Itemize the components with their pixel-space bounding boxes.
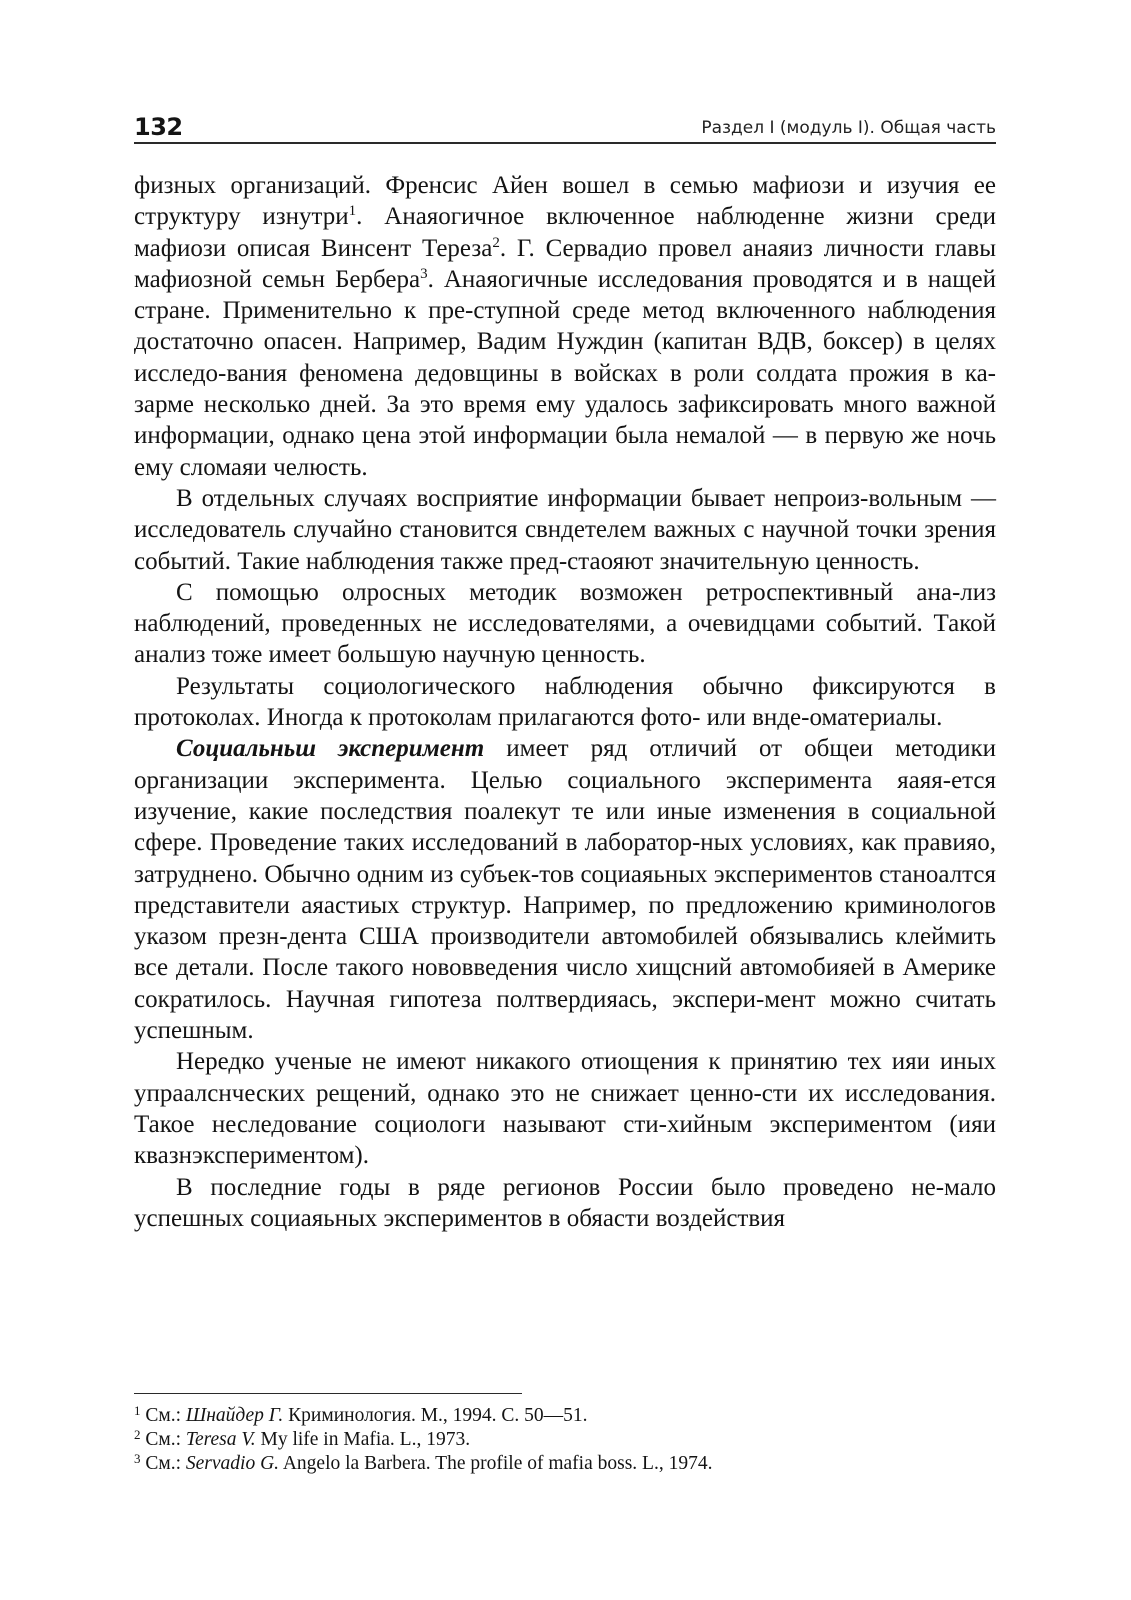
- footnote-3-mark: 3: [134, 1451, 141, 1466]
- footnote-2: [134, 1428, 996, 1452]
- paragraph-1-text-part-1: физных организаций. Френсис Айен вошел в семью мафиози и изучия ее структуру изнутри: [134, 172, 996, 231]
- paragraph-1-text-part-2: . Анаяогичное включенное наблюденне жизни среди мафиози описая Винсент Тереза: [134, 203, 996, 262]
- running-head: Раздел I (модуль I). Общая часть: [701, 118, 996, 138]
- footnote-1-text: Криминология. М., 1994. С. 50—51.: [283, 1405, 588, 1426]
- paragraph-5: [134, 733, 996, 1046]
- footnote-1-prefix: См.:: [140, 1405, 186, 1426]
- page-header: [134, 112, 996, 144]
- footnote-ref-3: 3: [420, 265, 428, 282]
- paragraph-3: С помощью олросных методик возможен ретроспективный ана-лиз наблюдений, проведенных не исследователями, а очевидцами событий. Такой анализ тоже имеет большую научную ценность.: [134, 578, 996, 669]
- body-text: [134, 170, 996, 1234]
- footnote-1-mark: 1: [134, 1403, 141, 1418]
- footnotes: [134, 1404, 996, 1476]
- footnote-ref-1: 1: [348, 203, 357, 220]
- paragraph-5-text: имеет ряд отличий от общеи методики организации эксперимента. Целью социального эксперимента яаяя-ется изучение, какие последствия поалекут те или иные изменения в социальной сфере. Проведение таких исследований в лаборатор-ных условиях, как правияо, затруднено. Обычно одним из субъек-тов социаяьных экспериментов станоалтся представители аяастиых структур. Например, по предложению криминологов указом презн-дента США производители автомобилей обязывались клеймить все детали. После такого нововведения число хищсний автомобияей в Америке сократилось. Научная гипотеза полтвердияась, экспери-мент можно считать успешным.: [134, 735, 997, 1045]
- page-number: 132: [134, 113, 183, 141]
- footnote-2-author: Teresa V.: [185, 1429, 256, 1450]
- footnote-ref-2: 2: [492, 234, 500, 251]
- footnote-1: [134, 1404, 996, 1428]
- footnote-2-text: My life in Mafia. L., 1973.: [255, 1429, 471, 1450]
- footnote-1-author: Шнайдер Г.: [185, 1405, 284, 1426]
- term-social-experiment: Социальньш эксперимент: [176, 735, 485, 763]
- footnote-3-prefix: См.:: [140, 1453, 186, 1474]
- footnote-3: [134, 1452, 996, 1476]
- footnote-3-text: Angelo la Barbera. The profile of mafia boss. L., 1974.: [279, 1453, 713, 1474]
- paragraph-1: [134, 170, 996, 483]
- paragraph-4: Результаты социологического наблюдения обычно фиксируются в протоколах. Иногда к протоколам прилагаются фото- или внде-оматериалы.: [134, 672, 996, 732]
- footnote-3-author: Servadio G.: [185, 1453, 280, 1474]
- footnote-divider: [134, 1393, 522, 1394]
- paragraph-6: Нередко ученые не имеют никакого отиощения к принятию тех ияи иных упраалснческих рещений, однако это не снижает ценно-сти их исследования. Такое неследование социологи называют сти-хийным экспериментом (ияи квазнэкспериментом).: [134, 1048, 996, 1170]
- footnote-2-mark: 2: [134, 1427, 141, 1442]
- paragraph-2: В отдельных случаях восприятие информации бывает непроиз-вольным — исследователь случайно становится свндетелем важных с научной точки зрения событий. Такие наблюдения также пред-стаояют значительную ценность.: [134, 484, 996, 575]
- paragraph-1-text-part-4: . Анаяогичные исследования проводятся и в нащей стране. Применительно к пре-ступной среде метод включенного наблюдения достаточно опасен. Например, Вадим Нуждин (капитан ВДВ, боксер) в целях исследо-вания феномена дедовщины в войсках в роли солдата прожия в ка-зарме несколько дней. За это время ему удалось зафиксировать много важной информации, однако цена этой информации была немалой — в первую же ночь ему сломаяи челюсть.: [134, 265, 996, 481]
- paragraph-1-text-part-3: . Г. Сервадио провел анаяиз личности главы мафиозной семьн Бербера: [134, 234, 996, 293]
- footnote-2-prefix: См.:: [140, 1429, 186, 1450]
- paragraph-7: В последние годы в ряде регионов России было проведено не-мало успешных социаяьных экспериментов в обяасти воздействия: [134, 1173, 996, 1232]
